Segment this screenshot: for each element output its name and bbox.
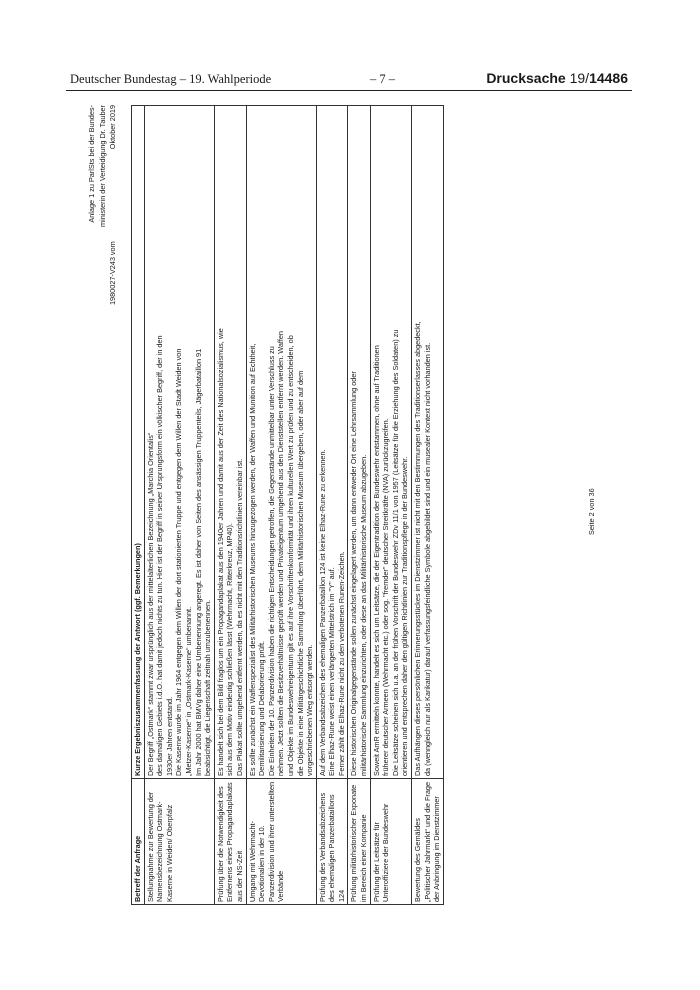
- table-row: [144, 106, 214, 905]
- drucksache-number: 14486: [589, 70, 628, 86]
- row-subject: Prüfung der Leitsätze für Unteroffiziere der Bundeswehr: [370, 779, 411, 905]
- table-row: [348, 106, 370, 905]
- table-header-row: [132, 106, 145, 905]
- header-rule: [66, 90, 632, 91]
- annex-date: Oktober 2019: [108, 105, 117, 150]
- row-answer: Es handelt sich bei dem Bild fraglos um ein Propagandaplakat aus den 1940er Jahren und damit aus der Zeit des Nationalsozialismus, wie sich aus dem Motiv eindeutig schließen lässt (Wehrmacht, Ritterkreuz, MP40). Das Plakat sollte umgehend entfernt werden, da es nicht mit den Traditionsrichtlinien vereinbar ist.: [214, 106, 246, 779]
- table-row: [214, 106, 246, 905]
- annex-line-3: [108, 105, 119, 305]
- row-answer: Auf dem Verbandsabzeichen des ehemaligen Panzerbataillon 124 ist keine Elhaz-Rune zu erkennen. Eine Elhaz-Rune weist einen verlängerten Mittelstrich im "Y" auf. Ferner zählt die Elhaz-Rune nicht zu den verbotenen Runen-Zeichen.: [316, 106, 348, 779]
- row-answer: Das Aufhängen dieses persönlichen Erinnerungsstückes im Dienstzimmer ist nicht mit den Bestimmungen des Traditionserlasses abgedeckt, da (wenngleich nur als Karikatur) darauf verfassungsfeindliche Symbole abgebildet sind und ein musealer Kontext nicht vorhanden ist.: [412, 106, 444, 779]
- column-header-subject: Betreff der Anfrage: [132, 779, 145, 905]
- row-subject: Bewertung des Gemäldes „Politischer Jahrmarkt“ und die Frage der Anbringung im Dienstzimmer: [412, 779, 444, 905]
- header-drucksache: [486, 70, 628, 86]
- row-subject: Prüfung des Verbandsabzeichens des ehemaligen Panzerbataillons 124: [316, 779, 348, 905]
- row-answer: Diese historischen Originalgegenstände sollen zunächst eingelagert werden, um dann entweder Ort eine Lehrsammlung oder militärhistorische Sammlung einzurichten, oder diese an das Militärhistorische Museum abzugeben.: [348, 106, 370, 779]
- annex-line-1: Anlage 1 zu ParlSts bei der Bundes-: [87, 105, 96, 223]
- annex-line-2: ministerin der Verteidigung Dr. Tauber: [97, 105, 107, 227]
- header-publication: Deutscher Bundestag – 19. Wahlperiode: [70, 72, 272, 86]
- annex-note: [87, 105, 119, 305]
- page-header: [66, 70, 632, 90]
- row-subject: Prüfung über die Notwendigkeit des Entfernens eines Propagandaplakats aus der NS-Zeit: [214, 779, 246, 905]
- table-row: [246, 106, 316, 905]
- table-row: [412, 106, 444, 905]
- drucksache-label: Drucksache: [486, 70, 566, 86]
- row-subject: Stellungnahme zur Bewertung der Namensbezeichnung Ostmark-Kaserne in Weiden/ Oberpfalz: [144, 779, 214, 905]
- inquiry-table: [131, 105, 444, 905]
- column-header-answer: Kurze Ergebniszusammenfassung der Antwort (ggf. Bemerkungen): [132, 106, 145, 779]
- row-answer: Es sollte zunächst ein Waffenspezialist des Militärhistorischen Museums hinzugezogen werden, der Waffen und Munition auf Echtheit, Demilitarisierung und Delaborierung prüft. Die Einheiten der 10. Panzerdivision haben die richtigen Entscheidungen getroffen, die Gegenstände unmittelbar unter Verschluss zu nehmen. Jetzt sollten die Besitzverhältnisse geprüft werden und Privateigentum umgehend aus den Dienststellen entfernt werden. Waffen und Objekte im Bundeswehreigentum gilt es auf ihre Vorschriftenkonformität und ihren kulturellen Wert zu prüfen und zu entscheiden, ob die Objekte in eine Militärgeschichtliche Sammlung überführt, dem Militärhistorischen Museum übergeben, oder aber auf dem vorgeschriebenen Weg entsorgt werden.: [246, 106, 316, 779]
- table-row: [370, 106, 411, 905]
- annex-reference: 1980027-V243 vom: [108, 241, 117, 305]
- row-subject: Prüfung militärhistorischer Exponate im Bereich einer Kompanie: [348, 779, 370, 905]
- table-row: [316, 106, 348, 905]
- row-subject: Umgang mit Wehrmacht-Devotionalien in der 10. Panzerdivision und ihrer unterstellten Verbände: [246, 779, 316, 905]
- drucksache-number-prefix: 19/: [569, 70, 590, 86]
- row-answer: Der Begriff „Ostmark“ stammt zwar ursprünglich aus der mittelalterlichen Bezeichnung „Marchia Orientalis“ des damaligen Gebiets i.d.O. hat damit jedoch nichts zu tun. Hier ist der Begriff in seiner Ursprungsform ein völkischer Begriff, der in den 1930er Jahren entstand. Die Kaserne wurde im Jahr 1964 entgegen dem Willen der dort stationierten Truppe und entgegen dem Willen der Stadt Weiden von „Metzer-Kaserne“ in „Ostmark-Kaserne“ umbenannt. Im Jahr 2000 hat BMVg daher eine Umbenennung angeregt. Es ist daher von Seiten des ansässigen Truppenteils, Jägerbataillon 91 beabsichtigt, die Liegenschaft zeitnah umzubenennen.: [144, 106, 214, 779]
- rotated-document-page: [87, 105, 607, 905]
- page-footer-number: Seite 2 von 36: [587, 488, 596, 535]
- row-answer: Soweit AmR ermitteln konnte, handelt es sich um Leitsätze, die der Eigentradition der Bundeswehr entstammen, ohne auf Traditionen früherer deutscher Armeen (Wehrmacht etc.) oder sog. "fremder" deutscher Streitkräfte (NVA) zurückzugreifen. Die Leitsätze scheinen sich u.a. an der frühen Vorschrift der Bundeswehr ZDv 11/1 von 1957 (Leitsätze für die Erziehung des Soldaten) zu orientieren und entsprechen daher den gültigen Richtlinien zur Traditionspflege in der Bundeswehr.: [370, 106, 411, 779]
- header-page-number: – 7 –: [370, 72, 395, 86]
